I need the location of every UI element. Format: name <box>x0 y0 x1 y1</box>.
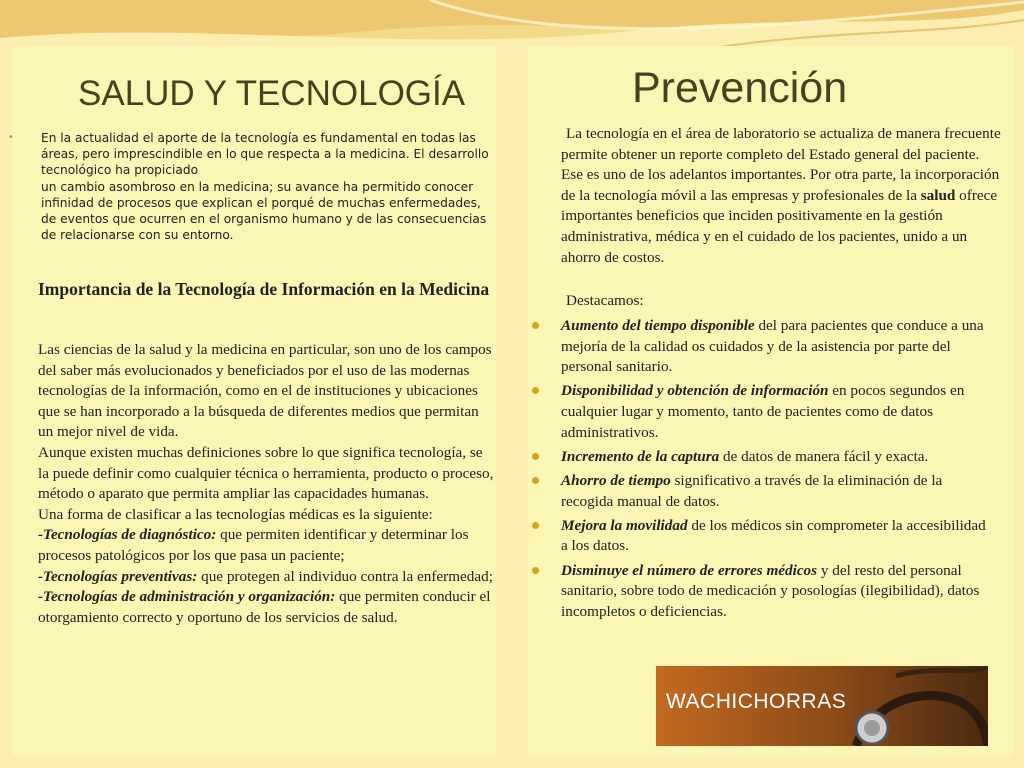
bullet-icon <box>532 477 539 484</box>
intro-paragraph-2: un cambio asombroso en la medicina; su avance ha permitido conocer infinidad de procesos que explican el porqué de muchas enfermedades, de eventos que ocurren en el organismo humano y de las consecuencias de relacionarse con su entorno. <box>41 179 487 243</box>
list-item: Aumento del tiempo disponible del para pacientes que conduce a una mejoría de la calidad os cuidados y de la asistencia por parte del personal sanitario. <box>530 316 990 378</box>
left-intro <box>8 130 496 243</box>
destacamos-label: Destacamos: <box>566 292 644 309</box>
right-intro-paragraph: La tecnología en el área de laboratorio se actualiza de manera frecuente permite obtener un reporte completo del Estado general del paciente. Ese es uno de los adelantos importantes. Por otra parte, la incorporación de la tecnología móvil a las empresas y profesionales de la salud ofrece importantes beneficios que inciden positivamente en la gestión administrativa, médica y en el cuidado de los pacientes, unido a un ahorro de costos. <box>561 125 1001 266</box>
bullet-icon <box>532 567 539 574</box>
wachichorras-banner <box>656 666 988 746</box>
bullet-icon <box>532 322 539 329</box>
bullet-icon <box>532 453 539 460</box>
section-heading: Importancia de la Tecnología de Información en la Medicina <box>38 279 490 299</box>
body-paragraph-1: Las ciencias de la salud y la medicina en particular, son uno de los campos del saber más evolucionados y beneficiados por el uso de las modernas tecnologías de la información, como en el de instituciones y ubicaciones que se han incorporado a la búsqueda de diferentes medios que permitan un mejor nivel de vida. <box>38 341 492 441</box>
right-intro <box>561 124 1001 268</box>
bullet-icon <box>532 387 539 394</box>
list-item: Disponibilidad y obtención de información en pocos segundos en cualquier lugar y momento, tanto de pacientes como de datos administrativos. <box>530 381 990 443</box>
left-title: SALUD Y TECNOLOGÍA <box>78 74 466 113</box>
body-paragraph-2: Aunque existen muchas definiciones sobre lo que significa tecnología, se la puede definir como cualquier técnica o herramienta, producto o proceso, método o aparato que permita ampliar las capacidades humanas. <box>38 443 494 503</box>
benefits-list <box>530 316 990 626</box>
intro-paragraph-1: En la actualidad el aporte de la tecnología es fundamental en todas las áreas, pero imprescindible en lo que respecta a la medicina. El desarrollo tecnológico ha propiciado <box>41 131 489 178</box>
list-item: Incremento de la captura de datos de manera fácil y exacta. <box>530 447 990 468</box>
bullet-icon <box>532 522 539 529</box>
tech-item-administration: -Tecnologías de administración y organización: que permiten conducir el otorgamiento correcto y oportuno de los servicios de salud. <box>38 588 491 626</box>
list-item: Ahorro de tiempo significativo a través de la eliminación de la recogida manual de datos. <box>530 471 990 512</box>
bullet-icon: • <box>8 132 14 143</box>
tech-item-diagnostic: -Tecnologías de diagnóstico: que permiten identificar y determinar los procesos patológicos por los que pasa un paciente; <box>38 526 469 564</box>
list-item: Disminuye el número de errores médicos y del resto del personal sanitario, sobre todo de medicación y posologías (ilegibilidad), datos incompletos o deficiencias. <box>530 561 990 623</box>
tech-item-preventive: -Tecnologías preventivas: que protegen al individuo contra la enfermedad; <box>38 567 493 585</box>
banner-text: WACHICHORRAS <box>666 690 847 713</box>
list-item: Mejora la movilidad de los médicos sin comprometer la accesibilidad a los datos. <box>530 516 990 557</box>
body-paragraph-3: Una forma de clasificar a las tecnologías médicas es la siguiente: <box>38 505 433 523</box>
right-title: Prevención <box>632 64 848 112</box>
left-body <box>38 340 494 628</box>
